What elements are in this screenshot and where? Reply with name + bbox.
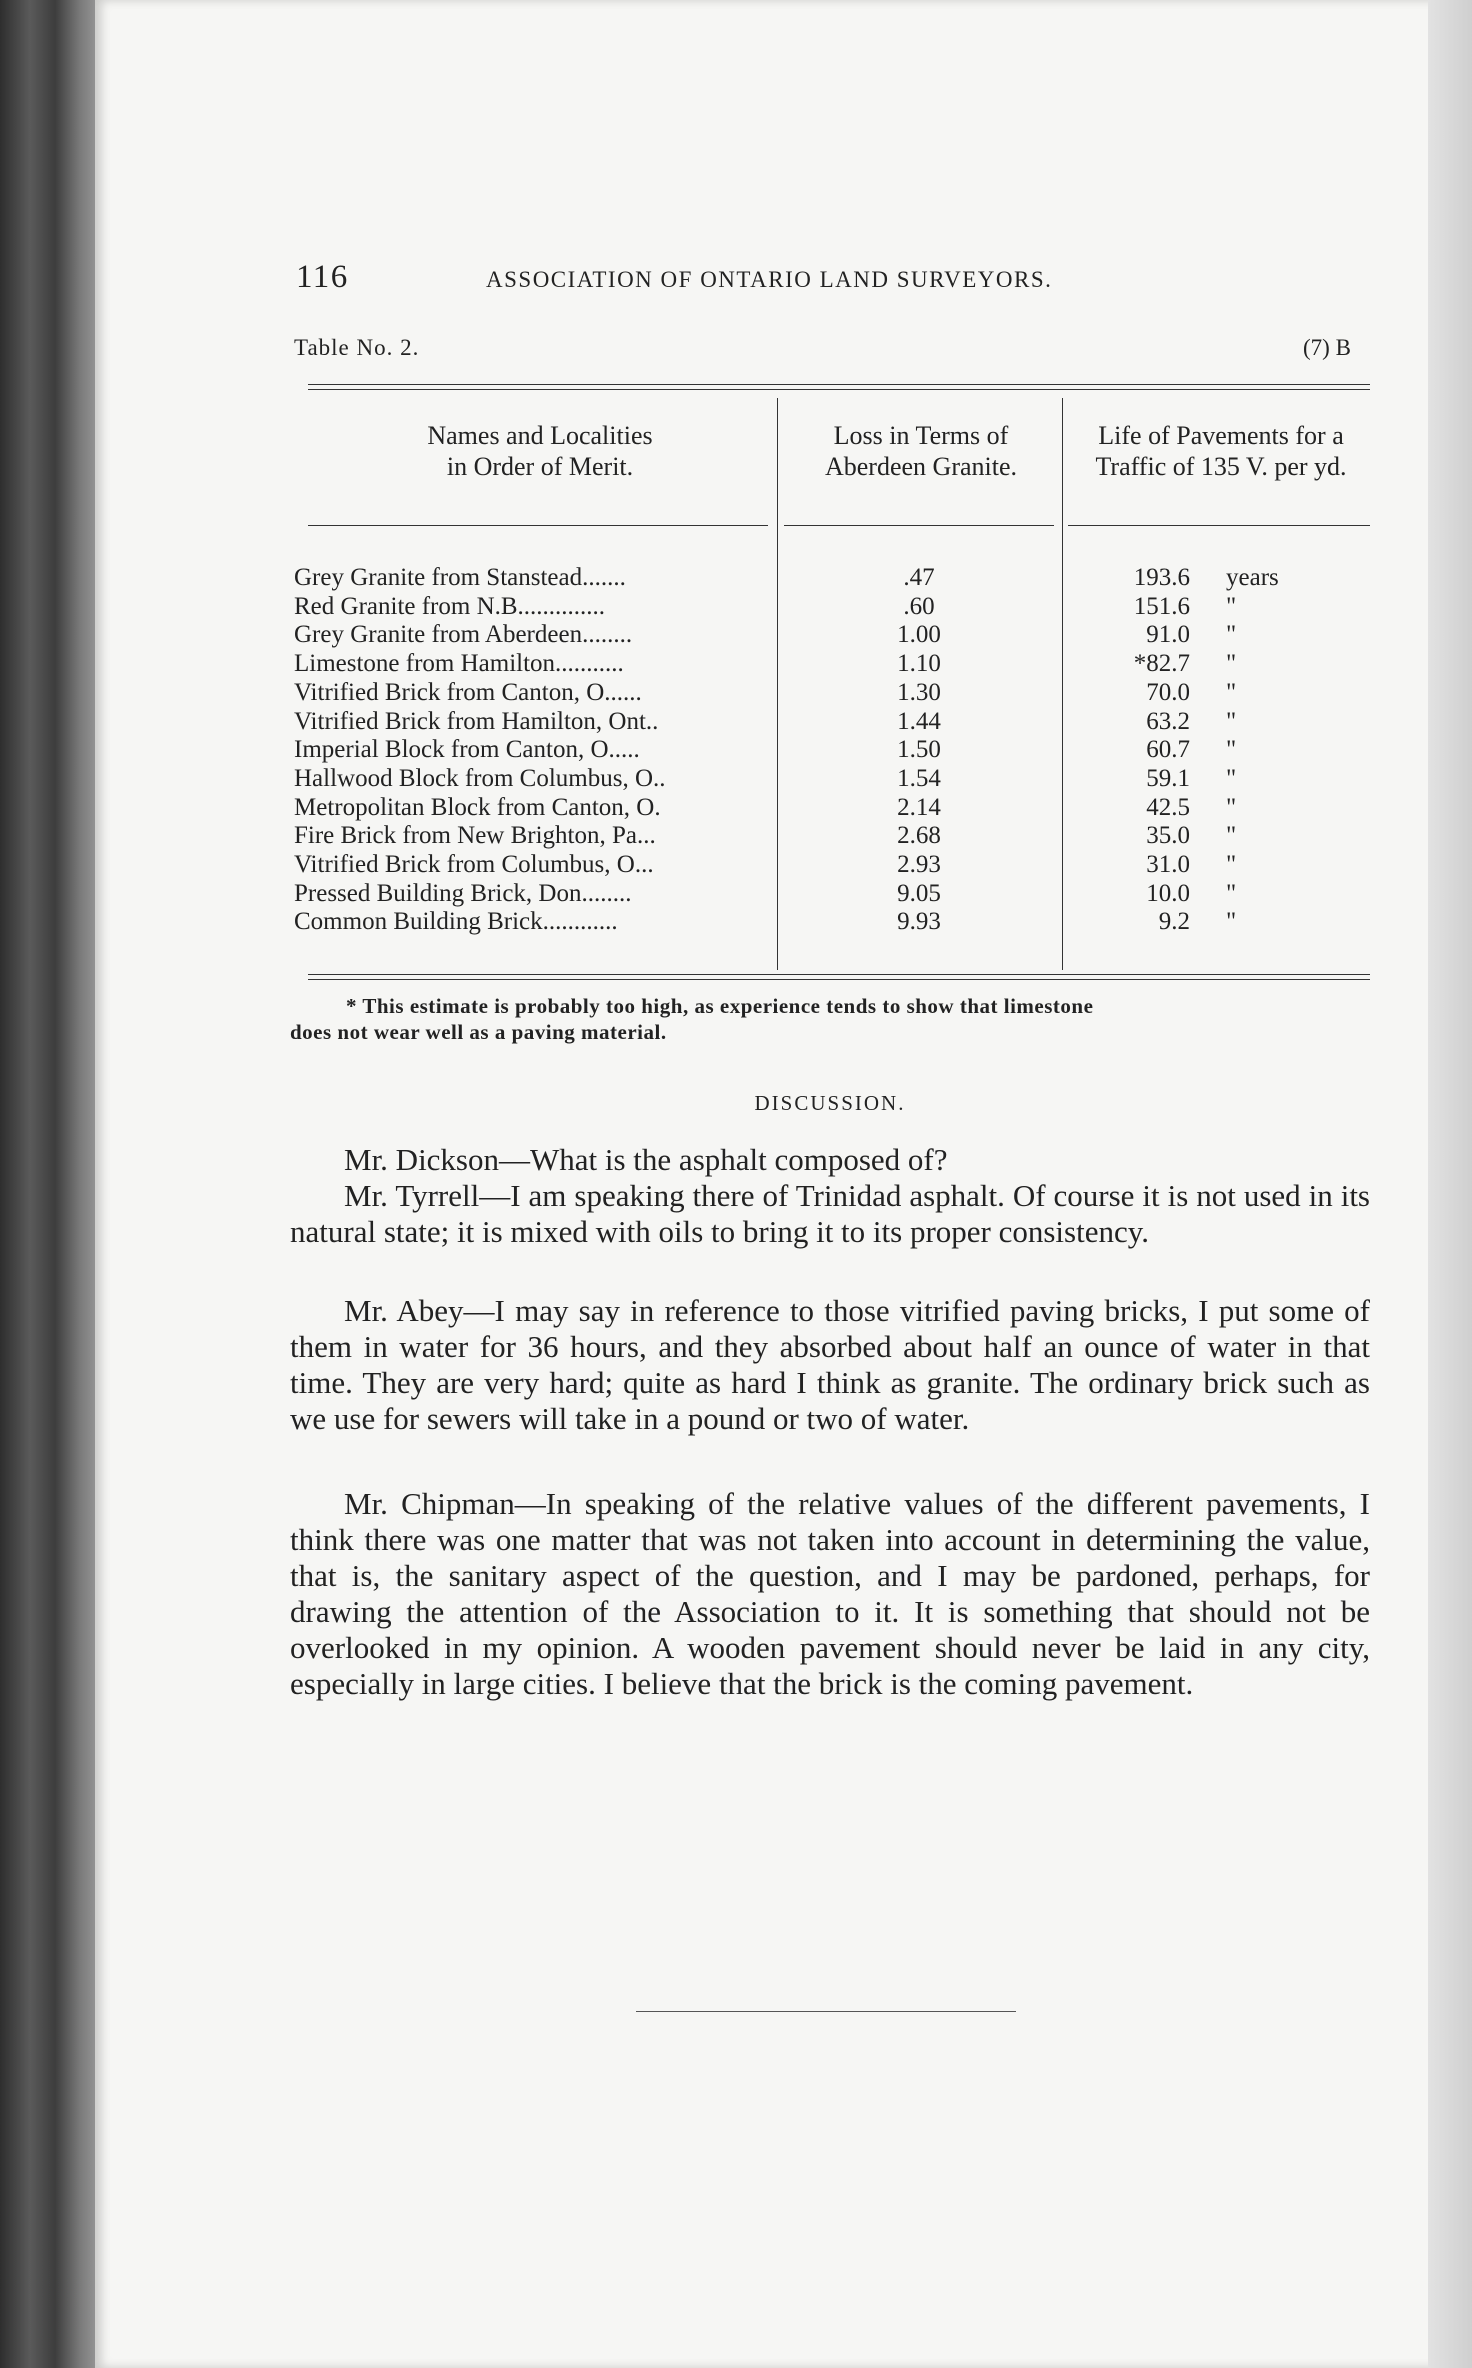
table-footnote [290,993,1370,1045]
paragraph-abey: Mr. Abey—I may say in reference to those vitrified paving bricks, I put some of them in water for 36 hours, and they absorbed about half an ounce of water in that time. They are very hard; quite as hard I think as granite. The ordinary brick such as we use for sewers will take in a pound or two of water. [290,1293,1370,1436]
loss-value: 9.93 [897,908,941,936]
life-value: 63.2 [1146,707,1190,735]
column-header-life-line1: Life of Pavements for a [1098,421,1344,450]
page-number: 116 [296,259,349,295]
table-ref: (7) B [1303,335,1351,360]
material-name: Hallwood Block from Columbus, O.. [294,764,666,792]
paragraph-tyrrell: Mr. Tyrrell—I am speaking there of Trinidad asphalt. Of course it is not used in its natural state; it is mixed with oils to bring it to its proper consistency. [290,1178,1370,1249]
life-unit: " [1226,851,1237,878]
life-unit: " [1226,764,1237,792]
life-value: 151.6 [1133,592,1190,620]
loss-value: 9.05 [897,879,941,907]
footnote-line1: * This estimate is probably too high, as experience tends to show that limestone [346,994,1094,1018]
column-header-loss-line1: Loss in Terms of [833,421,1009,450]
life-unit: " [1226,707,1237,735]
life-value: 42.5 [1146,793,1190,821]
header-underline-3 [1068,525,1370,526]
header-underline-1 [308,525,768,526]
life-unit: " [1226,822,1237,850]
loss-value: 1.10 [897,650,941,678]
material-name: Common Building Brick............ [294,908,618,936]
table-bottom-rule-2 [308,979,1370,980]
page-header [296,259,1176,299]
life-unit: " [1226,650,1237,678]
column-divider-2 [1062,398,1063,970]
life-value: 31.0 [1146,851,1190,878]
material-name: Vitrified Brick from Canton, O...... [294,678,642,706]
column-header-names [300,420,780,482]
table-label: Table No. 2. [294,335,420,360]
column-header-life [1062,420,1380,482]
table-bottom-rule [308,974,1370,975]
material-name: Grey Granite from Aberdeen........ [294,621,633,649]
life-value: *82.7 [1133,650,1190,678]
material-name: Grey Granite from Stanstead....... [294,564,626,591]
table-top-rule-2 [308,389,1370,390]
loss-value: 2.93 [897,851,941,878]
discussion-title: DISCUSSION. [754,1091,906,1115]
running-head: ASSOCIATION OF ONTARIO LAND SURVEYORS. [486,267,1053,292]
loss-value: 1.00 [897,621,941,649]
life-unit: " [1226,793,1237,821]
material-name: Limestone from Hamilton........... [294,650,624,678]
life-value: 193.6 [1133,564,1190,591]
life-value: 70.0 [1146,678,1190,706]
column-header-names-line2: in Order of Merit. [446,452,634,481]
paragraph-dickson: Mr. Dickson—What is the asphalt composed of? [344,1142,948,1177]
material-name: Metropolitan Block from Canton, O. [294,793,661,821]
life-value: 91.0 [1146,621,1190,649]
life-unit: " [1226,592,1237,620]
loss-value: 1.54 [897,764,941,792]
loss-value: 1.30 [897,678,941,706]
life-value: 35.0 [1146,822,1190,850]
column-header-names-line1: Names and Localities [427,421,653,450]
material-name: Pressed Building Brick, Don........ [294,879,632,907]
life-value: 10.0 [1146,879,1190,907]
header-underline-2 [784,525,1054,526]
book-binding [0,0,100,2368]
material-name: Vitrified Brick from Hamilton, Ont.. [294,707,659,735]
material-name: Fire Brick from New Brighton, Pa... [294,822,656,850]
loss-value: .47 [903,564,935,591]
table-top-rule [308,384,1370,385]
material-name: Red Granite from N.B.............. [294,592,606,620]
end-rule [636,2011,1016,2012]
column-header-life-line2: Traffic of 135 V. per yd. [1095,452,1347,481]
life-unit: " [1226,736,1237,764]
life-unit: " [1226,621,1237,649]
column-divider-1 [777,398,778,970]
material-name: Imperial Block from Canton, O..... [294,736,640,764]
loss-value: 2.14 [897,793,941,821]
loss-value: .60 [903,592,935,620]
life-unit: " [1226,678,1237,706]
loss-value: 1.50 [897,736,941,764]
life-value: 60.7 [1146,736,1190,764]
loss-value: 2.68 [897,822,941,850]
paragraph-chipman: Mr. Chipman—In speaking of the relative values of the different pavements, I think there was one matter that was not taken into account in determining the value, that is, the sanitary aspect of the question, and I may be pardoned, perhaps, for drawing the attention of the Association to it. It is something that should not be overlooked in my opinion. A wooden pavement should never be laid in any city, especially in large cities. I believe that the brick is the coming pavement. [290,1486,1370,1701]
life-unit: " [1226,879,1237,907]
loss-value: 1.44 [897,707,941,735]
footnote-line2: does not wear well as a paving material. [290,1020,667,1044]
material-name: Vitrified Brick from Columbus, O... [294,851,654,878]
column-header-loss-line2: Aberdeen Granite. [824,452,1018,481]
life-value: 9.2 [1158,908,1190,936]
life-unit: years [1226,564,1279,591]
life-unit: " [1226,908,1237,936]
life-value: 59.1 [1146,764,1190,792]
column-header-loss [780,420,1062,482]
page-edge [1428,0,1472,2368]
